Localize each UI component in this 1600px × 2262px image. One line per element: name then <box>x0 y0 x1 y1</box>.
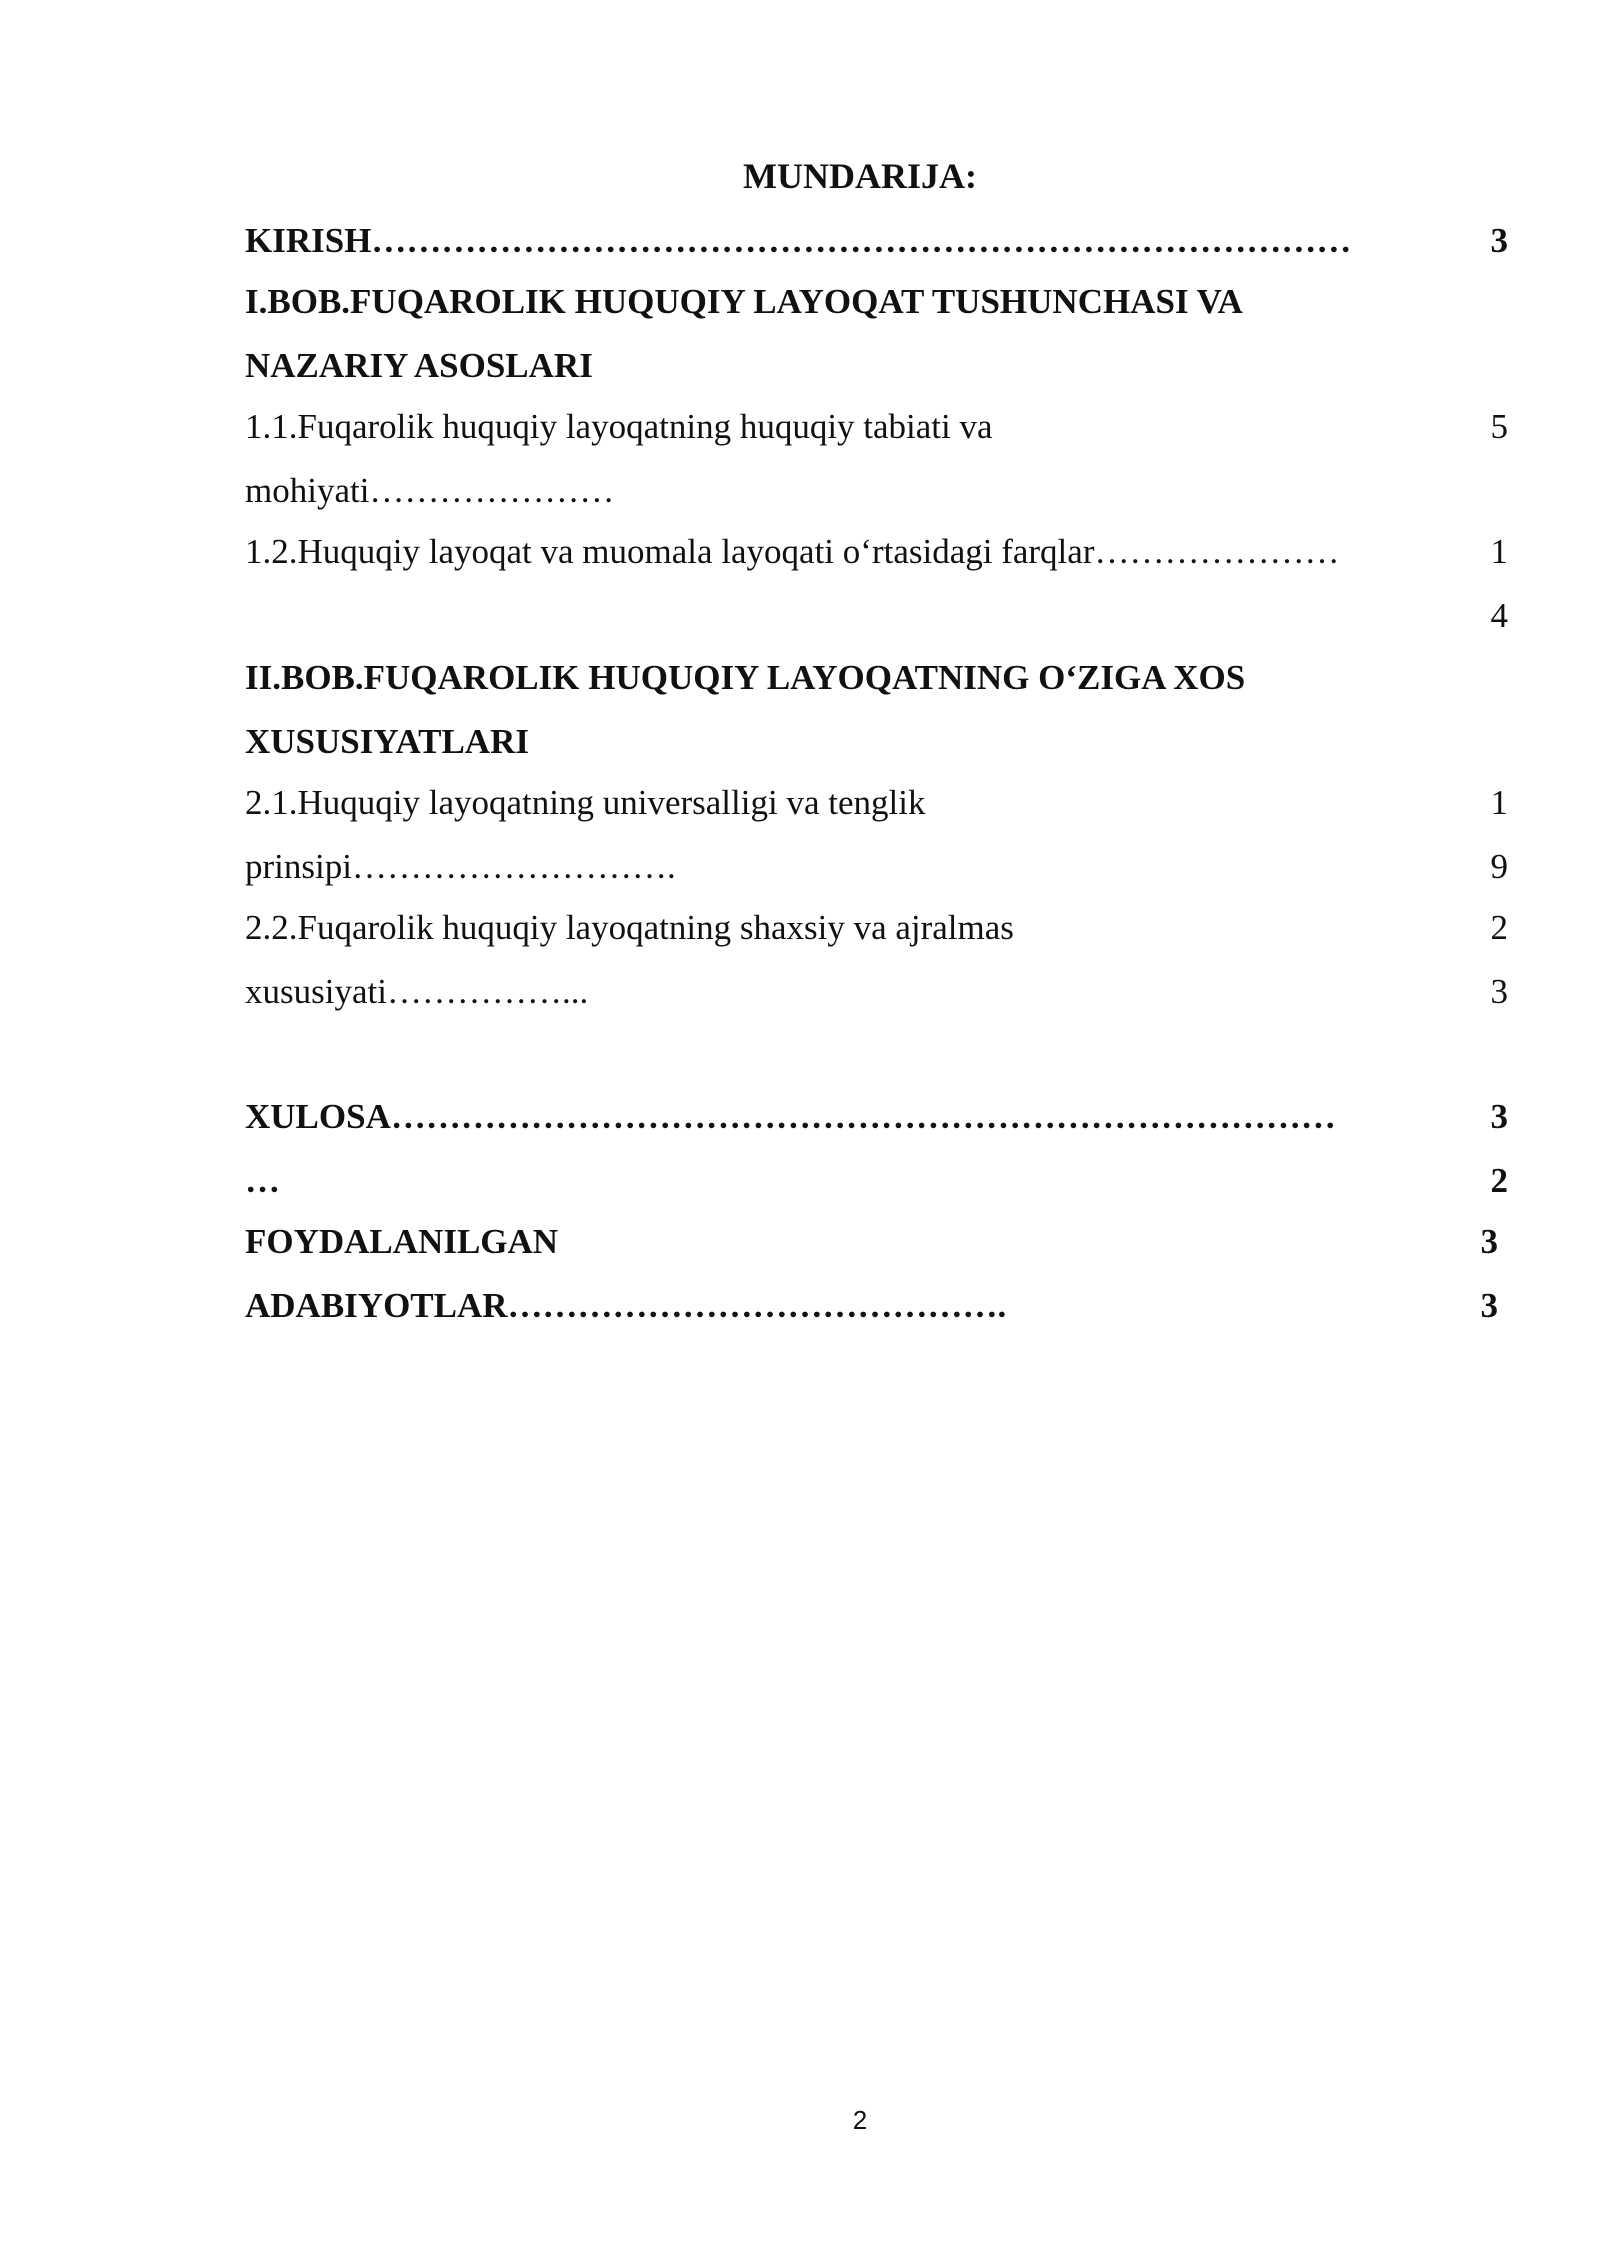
toc-entry-xulosa-line2: … <box>245 1161 280 1200</box>
toc-page-2-1-line2: 9 <box>1490 847 1508 886</box>
toc-entry-adabiyotlar-line1: FOYDALANILGAN <box>245 1222 559 1261</box>
toc-page-xulosa-line2: 2 <box>1490 1161 1508 1200</box>
toc-entry-adabiyotlar-line2: ADABIYOTLAR……………………………………. <box>245 1286 1007 1325</box>
toc-section-2-2-line2: xususiyati……………... <box>245 972 589 1011</box>
toc-page-1-1: 5 <box>1490 407 1508 446</box>
toc-page-xulosa-line1: 3 <box>1490 1097 1508 1136</box>
toc-entry-xulosa-line1: XULOSA……………………………………………………………………… <box>245 1097 1336 1136</box>
toc-section-1-2: 1.2.Huquqiy layoqat va muomala layoqati o‘rtasidagi farqlar………………… <box>245 532 1340 571</box>
toc-page-kirish: 3 <box>1490 221 1508 260</box>
toc-section-2-2-line1: 2.2.Fuqarolik huquqiy layoqatning shaxsiy va ajralmas <box>245 908 1014 947</box>
toc-chapter-2-line2: XUSUSIYATLARI <box>245 722 529 761</box>
toc-section-1-1-line1: 1.1.Fuqarolik huquqiy layoqatning huquqiy tabiati va <box>245 407 993 446</box>
toc-section-2-1-line2: prinsipi………………………. <box>245 847 676 886</box>
toc-page-2-2-line2: 3 <box>1490 972 1508 1011</box>
toc-page-2-1-line1: 1 <box>1490 783 1508 822</box>
toc-heading: MUNDARIJA: <box>743 156 977 196</box>
toc-section-1-1-line2: mohiyati………………… <box>245 471 615 510</box>
page-number: 2 <box>852 2105 868 2135</box>
toc-page-2-2-line1: 2 <box>1490 908 1508 947</box>
toc-page-1-2-line1: 1 <box>1490 532 1508 571</box>
toc-section-2-1-line1: 2.1.Huquqiy layoqatning universalligi va tenglik <box>245 783 926 822</box>
toc-page-adabiyotlar-line1: 3 <box>1480 1222 1498 1261</box>
toc-chapter-2-line1: II.BOB.FUQAROLIK HUQUQIY LAYOQATNING O‘ZIGA XOS <box>245 658 1246 697</box>
toc-chapter-1-line2: NAZARIY ASOSLARI <box>245 346 593 385</box>
toc-page-1-2-line2: 4 <box>1490 596 1508 635</box>
toc-page-adabiyotlar-line2: 3 <box>1480 1286 1498 1325</box>
toc-entry-kirish: KIRISH………………………………………………………………………… <box>245 221 1352 260</box>
toc-chapter-1-line1: I.BOB.FUQAROLIK HUQUQIY LAYOQAT TUSHUNCHASI VA <box>245 282 1243 321</box>
